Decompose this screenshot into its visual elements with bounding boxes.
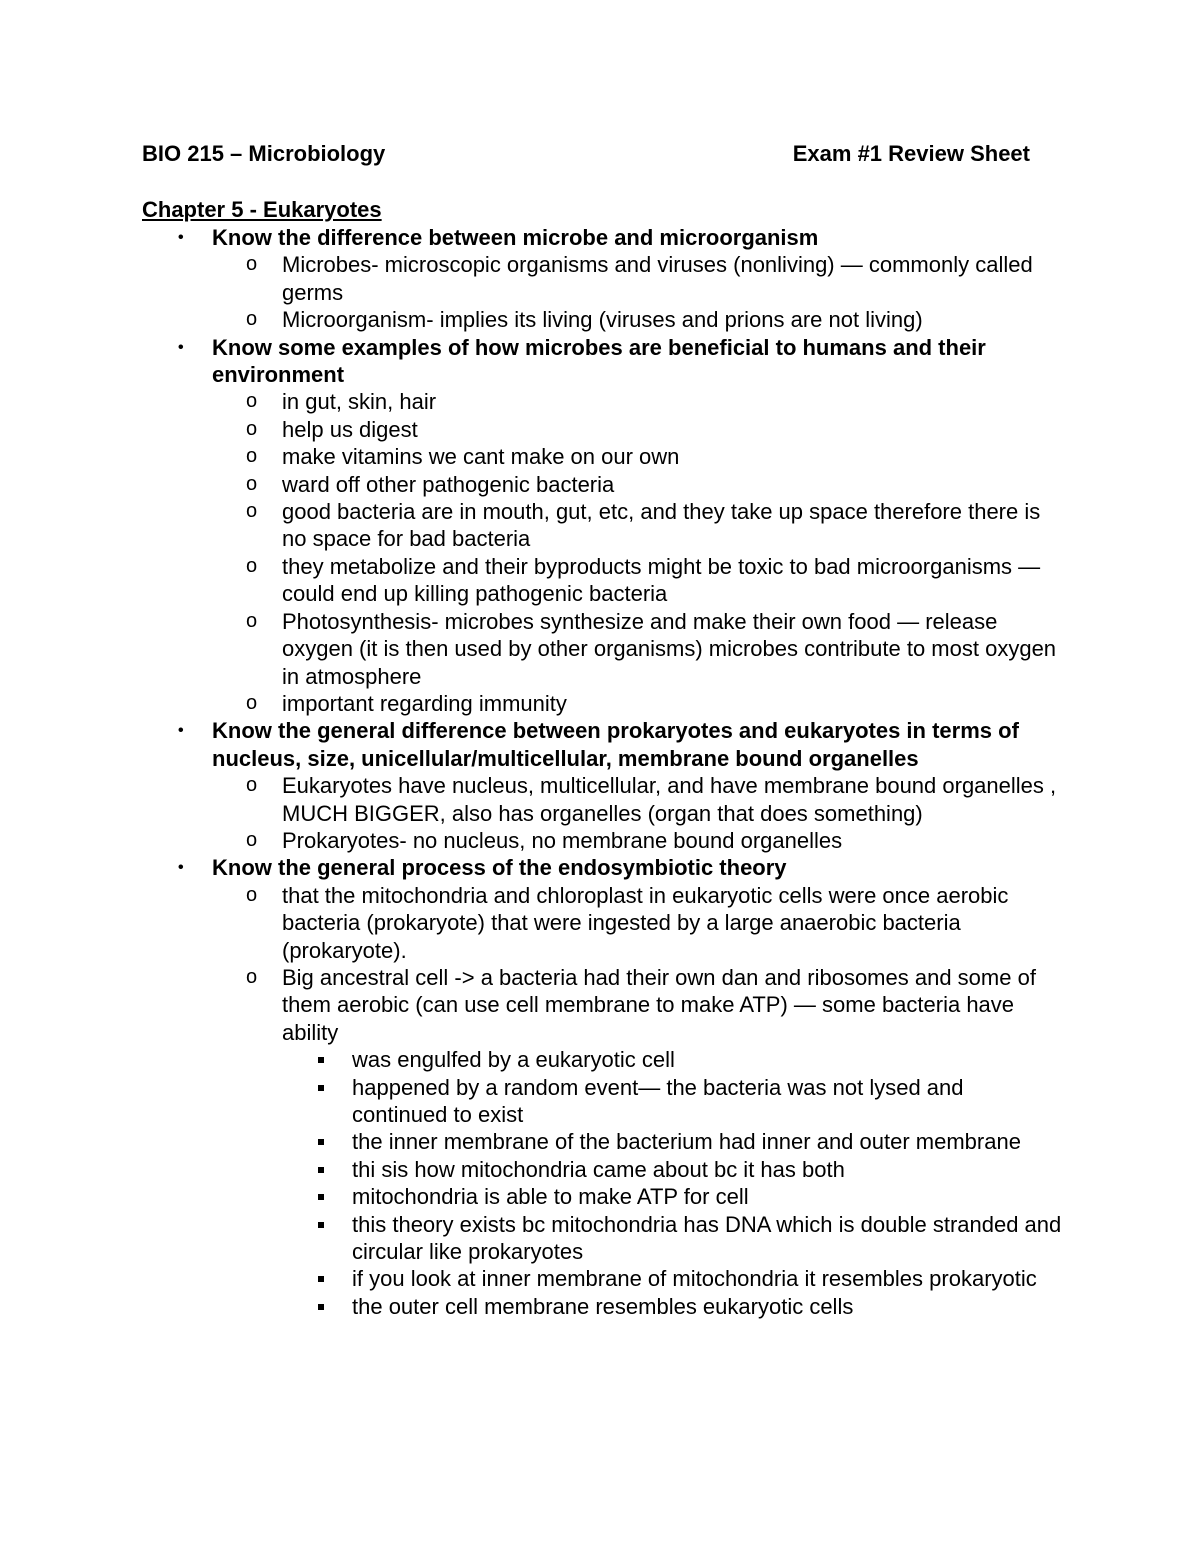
section-list (142, 224, 1062, 1320)
circle-bullet-icon: o (246, 472, 258, 495)
bullet-icon: • (178, 859, 184, 877)
list-item (142, 416, 1062, 443)
list-item-text: that the mitochondria and chloroplast in eukaryotic cells were once aerobic bacteria (prokaryote) that were ingested by a large anaerobic bacteria (prokaryote). (282, 882, 1009, 963)
list-item (142, 251, 1062, 306)
circle-bullet-icon: o (246, 965, 258, 988)
list-item-text: Prokaryotes- no nucleus, no membrane bound organelles (282, 827, 843, 853)
nested-list-item-text: happened by a random event— the bacteria was not lysed and continued to exist (352, 1074, 964, 1127)
section-item (142, 854, 1062, 1320)
square-bullet-icon (318, 1139, 324, 1145)
bullet-icon: • (178, 338, 184, 356)
sub-list (212, 251, 1062, 333)
list-item (142, 882, 1062, 964)
section-item (142, 224, 1062, 334)
nested-list-item-text: mitochondria is able to make ATP for cell (352, 1184, 749, 1210)
list-item-text: Microorganism- implies its living (viruses and prions are not living) (282, 307, 923, 333)
list-item-text: good bacteria are in mouth, gut, etc, and they take up space therefore there is no space for bad bacteria (282, 499, 1041, 552)
nested-list-item-text: if you look at inner membrane of mitochondria it resembles prokaryotic (352, 1266, 1037, 1292)
list-item-text: Microbes- microscopic organisms and viruses (nonliving) — commonly called germs (282, 252, 1033, 305)
chapter-heading: Chapter 5 - Eukaryotes (142, 197, 382, 222)
list-item-text: in gut, skin, hair (282, 389, 437, 415)
list-item-text: important regarding immunity (282, 690, 567, 716)
nested-list-item (142, 1074, 1062, 1129)
section-item (142, 717, 1062, 854)
circle-bullet-icon: o (246, 390, 258, 413)
nested-list-item-text: the inner membrane of the bacterium had inner and outer membrane (352, 1129, 1021, 1155)
list-item (142, 443, 1062, 470)
nested-list-item (142, 1265, 1062, 1292)
nested-list-item-text: thi sis how mitochondria came about bc it has both (352, 1156, 845, 1182)
circle-bullet-icon: o (246, 691, 258, 714)
square-bullet-icon (318, 1057, 324, 1063)
list-item (142, 964, 1062, 1320)
circle-bullet-icon: o (246, 554, 258, 577)
sub-list (212, 882, 1062, 1321)
list-item-text: Big ancestral cell -> a bacteria had their own dan and ribosomes and some of them aerobic (can use cell membrane to make ATP) — some bacteria have ability (282, 964, 1036, 1045)
list-item-text: they metabolize and their byproducts might be toxic to bad microorganisms — could end up killing pathogenic bacteria (282, 553, 1041, 607)
square-bullet-icon (318, 1304, 324, 1310)
nested-list-item (142, 1211, 1062, 1266)
sub-list (212, 388, 1062, 717)
list-item (142, 388, 1062, 415)
square-bullet-icon (318, 1276, 324, 1282)
section-heading: Know the general process of the endosymbiotic theory (212, 855, 787, 881)
sheet-title: Exam #1 Review Sheet (792, 141, 1030, 166)
list-item (142, 306, 1062, 333)
list-item (142, 608, 1062, 690)
circle-bullet-icon: o (246, 774, 258, 797)
bullet-icon: • (178, 229, 184, 246)
document-page (142, 140, 1062, 1320)
section-item (142, 334, 1062, 718)
section-heading: Know some examples of how microbes are beneficial to humans and their environment (212, 334, 986, 388)
list-item (142, 827, 1062, 854)
list-item-text: ward off other pathogenic bacteria (282, 471, 615, 497)
nested-list-item (142, 1156, 1062, 1183)
list-item-text: help us digest (282, 416, 418, 442)
section-heading: Know the difference between microbe and microorganism (212, 225, 819, 250)
list-item (142, 553, 1062, 608)
circle-bullet-icon: o (246, 417, 258, 440)
nested-list-item (142, 1046, 1062, 1073)
nested-list-item-text: the outer cell membrane resembles eukaryotic cells (352, 1293, 854, 1319)
square-bullet-icon (318, 1222, 324, 1228)
nested-list-item-text: this theory exists bc mitochondria has DNA which is double stranded and circular like prokaryotes (352, 1211, 1062, 1265)
nested-list-item (142, 1183, 1062, 1210)
square-bullet-icon (318, 1194, 324, 1200)
circle-bullet-icon: o (246, 308, 258, 331)
circle-bullet-icon: o (246, 609, 258, 632)
list-item-text: make vitamins we cant make on our own (282, 444, 680, 470)
list-item (142, 471, 1062, 498)
nested-list-item-text: was engulfed by a eukaryotic cell (352, 1047, 675, 1073)
nested-list (142, 1046, 1062, 1320)
square-bullet-icon (318, 1167, 324, 1173)
document-header (142, 140, 1030, 168)
list-item (142, 690, 1062, 717)
list-item-text: Photosynthesis- microbes synthesize and make their own food — release oxygen (it is then used by other organisms) microbes contribute to most oxygen in atmosphere (282, 608, 1057, 689)
circle-bullet-icon: o (246, 500, 258, 523)
course-title: BIO 215 – Microbiology (142, 141, 386, 166)
circle-bullet-icon: o (246, 828, 258, 851)
sub-list (212, 772, 1062, 854)
nested-list-item (142, 1293, 1062, 1320)
list-item (142, 498, 1062, 553)
list-item-text: Eukaryotes have nucleus, multicellular, and have membrane bound organelles , MUCH BIGGER, also has organelles (organ that does something) (282, 773, 1057, 826)
bullet-icon: • (178, 722, 184, 740)
section-heading: Know the general difference between prokaryotes and eukaryotes in terms of nucleus, size, unicellular/multicellular, membrane bound organelles (212, 718, 1019, 771)
nested-list-item (142, 1128, 1062, 1155)
list-item (142, 772, 1062, 827)
circle-bullet-icon: o (246, 883, 258, 906)
circle-bullet-icon: o (246, 445, 258, 468)
circle-bullet-icon: o (246, 253, 258, 276)
square-bullet-icon (318, 1085, 324, 1091)
